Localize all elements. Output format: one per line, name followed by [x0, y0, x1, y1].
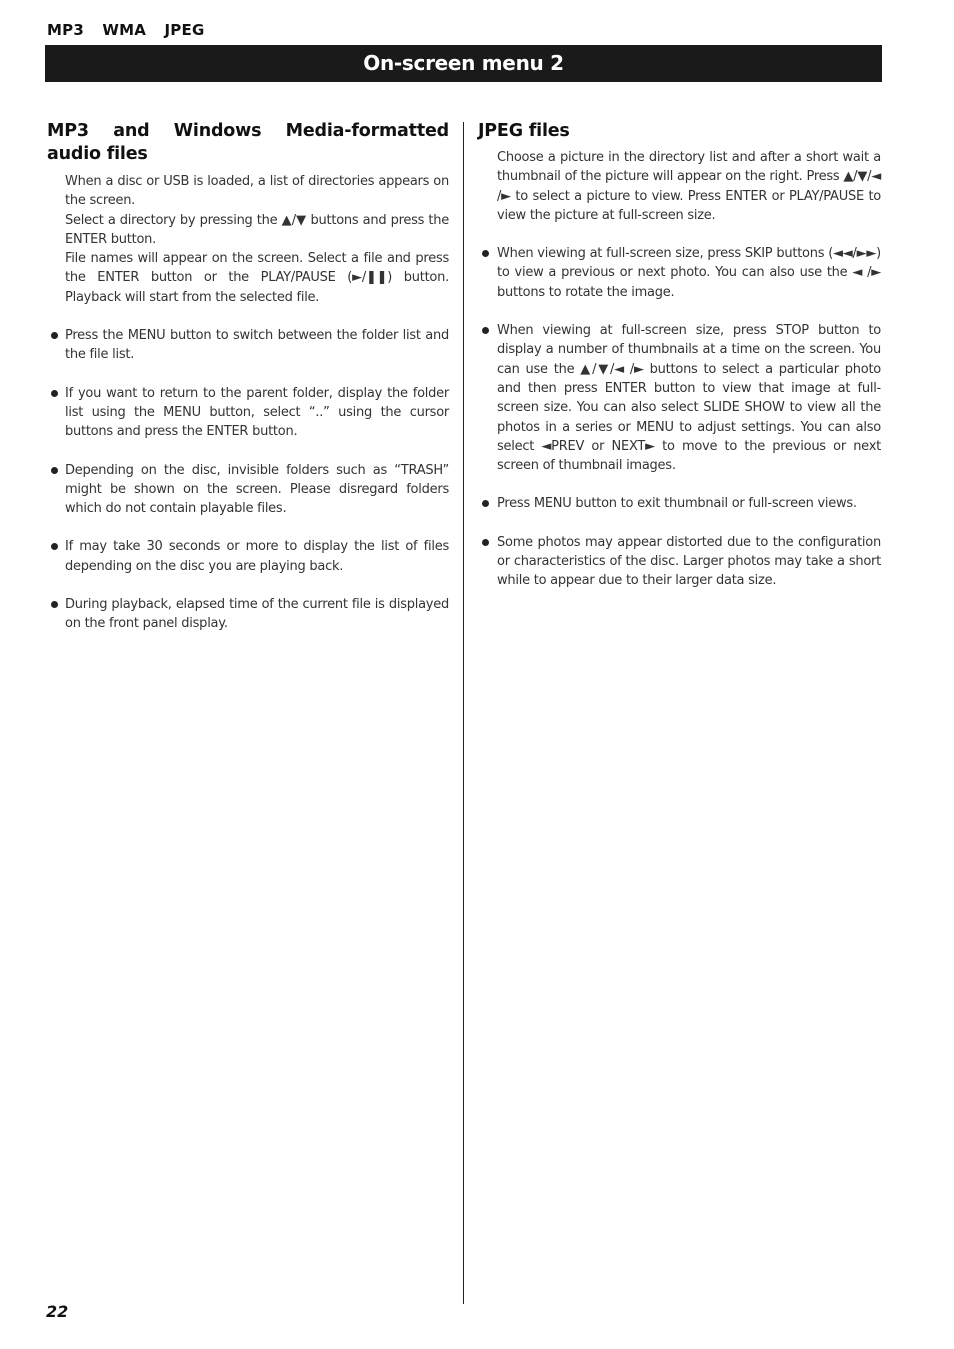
- list-item-text: When viewing at full-screen size, press STOP button to display a number of thumbnails at a time on the screen. You can use the ▲/▼/◄ /► buttons to select a particular photo and then press ENTER button to view that image at full-screen size. You can also select SLIDE SHOW to view all the photos in a series or MENU to adjust settings. You can also select ◄PREV or NEXT► to move to the previous or next screen of thumbnail images.: [497, 323, 881, 474]
- list-item-text: Depending on the disc, invisible folders such as “TRASH” might be shown on the screen. Please disregard folders which do not contain playable files.: [65, 462, 449, 517]
- audio-files-heading: MP3 and Windows Media-formatted audio files: [47, 121, 449, 164]
- list-item-text: During playback, elapsed time of the current file is displayed on the front panel display.: [65, 597, 449, 632]
- bullet-icon: [482, 250, 489, 257]
- list-item-text: If may take 30 seconds or more to display the list of files depending on the disc you are playing back.: [65, 539, 449, 574]
- list-item: [47, 595, 449, 634]
- intro-paragraph: Choose a picture in the directory list and after a short wait a thumbnail of the picture will appear on the right. Press ▲/▼/◄ /► to select a picture to view. Press ENTER or PLAY/PAUSE to view the picture at full-screen size.: [497, 150, 881, 223]
- list-item-text: Some photos may appear distorted due to the configuration or characteristics of the disc. Larger photos may take a short while to appear due to their larger data size.: [497, 534, 881, 589]
- bullet-icon: [482, 327, 489, 334]
- list-item: [478, 321, 881, 475]
- format-tag-mp3: MP3: [47, 21, 84, 39]
- format-tags: [47, 21, 217, 39]
- column-divider: [463, 122, 464, 1304]
- format-tag-wma: WMA: [102, 21, 147, 39]
- audio-intro: [47, 172, 449, 307]
- left-column: [47, 120, 449, 634]
- bullet-icon: [51, 467, 58, 474]
- bullet-icon: [482, 500, 489, 507]
- page-title: On-screen menu 2: [45, 45, 882, 82]
- jpeg-intro: [478, 148, 881, 225]
- list-item-text: If you want to return to the parent folder, display the folder list using the MENU button, select “..” using the cursor buttons and press the ENTER button.: [65, 385, 449, 440]
- list-item: [478, 244, 881, 302]
- bullet-icon: [51, 390, 58, 397]
- list-item: [47, 461, 449, 519]
- bullet-icon: [482, 539, 489, 546]
- list-item: [47, 326, 449, 365]
- bullet-icon: [51, 332, 58, 339]
- list-item: [478, 533, 881, 591]
- list-item-text: Press the MENU button to switch between the folder list and the file list.: [65, 328, 449, 363]
- list-item: [47, 537, 449, 576]
- intro-paragraph: Select a directory by pressing the ▲/▼ buttons and press the ENTER button.: [65, 212, 449, 247]
- intro-paragraph: File names will appear on the screen. Select a file and press the ENTER button or the PLAY/PAUSE (►/❚❚) button. Playback will start from the selected file.: [65, 251, 449, 305]
- format-tag-jpeg: JPEG: [164, 21, 205, 39]
- list-item: [47, 384, 449, 442]
- right-column: [478, 120, 881, 591]
- list-item-text: When viewing at full-screen size, press SKIP buttons (◄◄/►►) to view a previous or next photo. You can also use the ◄ /► buttons to rotate the image.: [497, 246, 881, 300]
- list-item-text: Press MENU button to exit thumbnail or full-screen views.: [497, 496, 857, 512]
- list-item: [478, 494, 881, 513]
- audio-notes-list: [47, 326, 449, 634]
- jpeg-files-heading: JPEG files: [478, 121, 570, 141]
- jpeg-notes-list: [478, 244, 881, 590]
- intro-paragraph: When a disc or USB is loaded, a list of directories appears on the screen.: [65, 174, 449, 209]
- page-number: 22: [46, 1302, 69, 1321]
- bullet-icon: [51, 601, 58, 608]
- bullet-icon: [51, 543, 58, 550]
